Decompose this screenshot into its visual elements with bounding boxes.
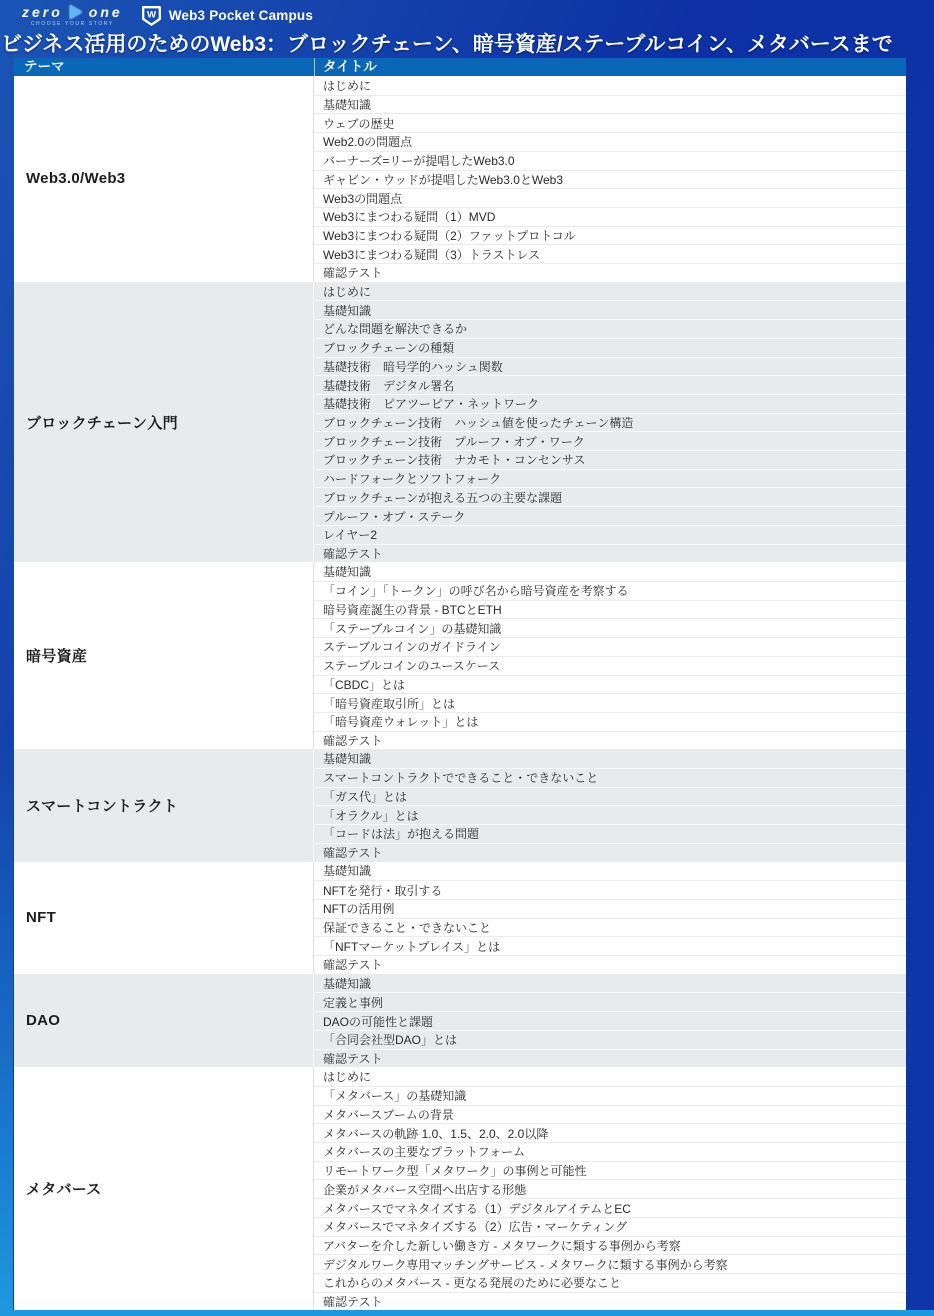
- table-body: [14, 76, 906, 1310]
- title-cell: 「ステーブルコイン」の基礎知識: [314, 618, 906, 637]
- title-cell: 「コイン」「トークン」の呼び名から暗号資産を考察する: [314, 581, 906, 600]
- title-cell: 確認テスト: [314, 843, 906, 862]
- title-cell: 「合同会社型DAO」とは: [314, 1030, 906, 1049]
- title-cell: メタバースの主要なプラットフォーム: [314, 1142, 906, 1161]
- title-cell: 定義と事例: [314, 992, 906, 1011]
- theme-cell: 暗号資産: [14, 562, 314, 749]
- title-cell: 「CBDC」とは: [314, 675, 906, 694]
- title-list: [314, 974, 906, 1068]
- title-cell: ブロックチェーン技術 ナカモト・コンセンサス: [314, 450, 906, 469]
- title-cell: ブロックチェーン技術 プルーフ・オブ・ワーク: [314, 431, 906, 450]
- title-cell: メタバースの軌跡 1.0、1.5、2.0、2.0以降: [314, 1123, 906, 1142]
- title-cell: 「オラクル」とは: [314, 805, 906, 824]
- title-cell: NFTの活用例: [314, 899, 906, 918]
- title-list: [314, 862, 906, 974]
- title-cell: ブロックチェーンの種類: [314, 338, 906, 357]
- title-cell: メタバースブームの背景: [314, 1105, 906, 1124]
- title-cell: どんな問題を解決できるか: [314, 319, 906, 338]
- title-cell: 確認テスト: [314, 1292, 906, 1311]
- theme-cell: DAO: [14, 974, 314, 1068]
- title-cell: リモートワーク型「メタワーク」の事例と可能性: [314, 1161, 906, 1180]
- play-icon: [70, 5, 82, 19]
- title-cell: 基礎知識: [323, 864, 372, 879]
- title-list: [314, 749, 906, 861]
- title-cell: 「ガス代」とは: [314, 787, 906, 806]
- title-cell: はじめに: [323, 284, 372, 299]
- title-cell: アバターを介した新しい働き方 - メタワークに類する事例から考察: [314, 1236, 906, 1255]
- title-cell: スマートコントラクトでできること・できないこと: [314, 768, 906, 787]
- title-cell: はじめに: [323, 1070, 372, 1085]
- title-cell: 基礎技術 デジタル署名: [314, 375, 906, 394]
- theme-cell: メタバース: [14, 1067, 314, 1310]
- title-cell: NFTを発行・取引する: [314, 880, 906, 899]
- title-cell: デジタルワーク専用マッチングサービス - メタワークに類する事例から考察: [314, 1254, 906, 1273]
- title-cell: 「NFTマーケットプレイス」とは: [314, 936, 906, 955]
- logo-text-one: one: [88, 3, 123, 20]
- title-cell: レイヤー2: [314, 525, 906, 544]
- title-cell: 確認テスト: [314, 544, 906, 563]
- title-cell: DAOの可能性と課題: [314, 1011, 906, 1030]
- section-row: [14, 562, 906, 749]
- title-cell: 保証できること・できないこと: [314, 918, 906, 937]
- logo-text-zero: zero: [22, 3, 63, 20]
- title-cell: Web3にまつわる疑問（3）トラストレス: [314, 244, 906, 263]
- title-cell: Web3の問題点: [314, 188, 906, 207]
- title-list: [314, 1067, 906, 1310]
- title-cell: 「メタバース」の基礎知識: [314, 1086, 906, 1105]
- title-cell: ウェブの歴史: [314, 113, 906, 132]
- title-cell: ハードフォークとソフトフォーク: [314, 469, 906, 488]
- col-header-theme: テーマ: [24, 59, 65, 74]
- title-cell: 暗号資産誕生の背景 - BTCとETH: [314, 600, 906, 619]
- zero-one-logo: [22, 4, 123, 27]
- page-title: ビジネス活用のためのWeb3：ブロックチェーン、暗号資産/ステーブルコイン、メタバースまで: [1, 33, 893, 56]
- section-row: [14, 862, 906, 974]
- curriculum-table: [14, 58, 906, 1310]
- title-cell: Web2.0の問題点: [314, 132, 906, 151]
- section-row: [14, 1067, 906, 1310]
- title-cell: ステーブルコインのガイドライン: [314, 637, 906, 656]
- title-list: [314, 76, 906, 282]
- title-list: [314, 562, 906, 749]
- title-list: [314, 282, 906, 563]
- title-cell: 確認テスト: [314, 263, 906, 282]
- title-cell: バーナーズ=リーが提唱したWeb3.0: [314, 151, 906, 170]
- title-cell: 確認テスト: [314, 1049, 906, 1068]
- title-cell: 「暗号資産取引所」とは: [314, 693, 906, 712]
- top-brand-band: [0, 0, 934, 30]
- theme-cell: スマートコントラクト: [14, 749, 314, 861]
- section-row: [14, 76, 906, 282]
- section-row: [14, 282, 906, 563]
- title-cell: ステーブルコインのユースケース: [314, 656, 906, 675]
- theme-cell: Web3.0/Web3: [14, 76, 314, 282]
- title-cell: 基礎技術 暗号学的ハッシュ関数: [314, 357, 906, 376]
- title-cell: はじめに: [323, 78, 372, 93]
- title-cell: 企業がメタバース空間へ出店する形態: [314, 1179, 906, 1198]
- col-header-title: タイトル: [314, 58, 906, 76]
- title-cell: 基礎知識: [323, 976, 372, 991]
- title-cell: メタバースでマネタイズする（1）デジタルアイテムとEC: [314, 1198, 906, 1217]
- title-cell: 基礎知識: [323, 565, 372, 580]
- shield-badge-icon: [141, 5, 162, 26]
- title-cell: これからのメタバース - 更なる発展のために必要なこと: [314, 1273, 906, 1292]
- section-row: [14, 974, 906, 1068]
- title-cell: 確認テスト: [314, 955, 906, 974]
- title-cell: 確認テスト: [314, 731, 906, 750]
- bottom-accent-strip: [0, 1310, 934, 1316]
- title-cell: 「コードは法」が抱える問題: [314, 824, 906, 843]
- title-cell: Web3にまつわる疑問（1）MVD: [314, 207, 906, 226]
- logo-tagline: CHOOSE YOUR STORY: [30, 20, 114, 27]
- title-cell: メタバースでマネタイズする（2）広告・マーケティング: [314, 1217, 906, 1236]
- left-accent-strip: [0, 58, 13, 1310]
- section-row: [14, 749, 906, 861]
- title-cell: 基礎知識: [314, 300, 906, 319]
- title-cell: 基礎技術 ピアツーピア・ネットワーク: [314, 394, 906, 413]
- title-cell: 「暗号資産ウォレット」とは: [314, 712, 906, 731]
- title-cell: 基礎知識: [323, 752, 372, 767]
- brand: [141, 5, 313, 26]
- title-cell: 基礎知識: [314, 95, 906, 114]
- title-cell: ブロックチェーン技術 ハッシュ値を使ったチェーン構造: [314, 413, 906, 432]
- theme-cell: NFT: [14, 862, 314, 974]
- title-cell: ギャビン・ウッドが提唱したWeb3.0とWeb3: [314, 170, 906, 189]
- svg-text:W: W: [146, 9, 156, 21]
- table-header: [14, 58, 906, 76]
- title-cell: Web3にまつわる疑問（2）ファットプロトコル: [314, 226, 906, 245]
- title-cell: プルーフ・オブ・ステーク: [314, 506, 906, 525]
- title-cell: ブロックチェーンが抱える五つの主要な課題: [314, 487, 906, 506]
- brand-name: Web3 Pocket Campus: [168, 7, 314, 23]
- theme-cell: ブロックチェーン入門: [14, 282, 314, 563]
